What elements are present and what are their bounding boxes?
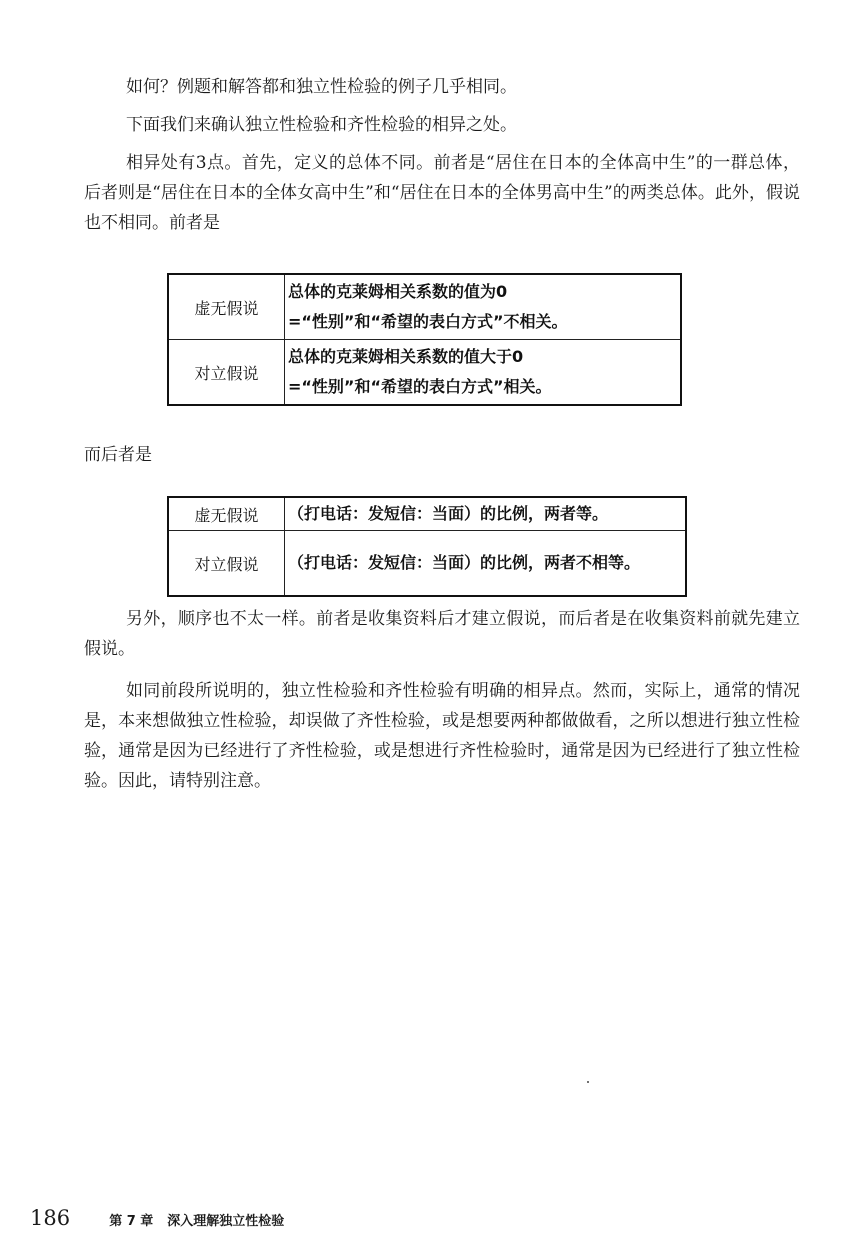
null-hypothesis-line-1: 总体的克莱姆相关系数的值为0 [288,282,508,301]
paragraph-1: 如何？例题和解答都和独立性检验的例子几乎相同。 [126,77,517,97]
null-hypothesis-label: 虚无假说 [168,274,285,340]
paragraph-6: 如同前段所说明的，独立性检验和齐性检验有明确的相异点。然而，实际上，通常的情况是，本来想做独立性检验，却误做了齐性检验，或是想要两种都做做看，之所以想进行独立性检验，通常是因为已经进行了齐性检验，或是想进行齐性检验时，通常是因为已经进行了独立性检验。因此，请特别注意。 [84,681,800,791]
alternative-hypothesis-label: 对立假说 [168,531,285,597]
table-row [168,340,681,406]
scan-speck [587,1081,589,1083]
chapter-label [109,1214,284,1229]
hypothesis-table-independence [167,273,682,406]
paragraph-3: 相异处有3点。首先，定义的总体不同。前者是“居住在日本的全体高中生”的一群总体，后者则是“居住在日本的全体女高中生”和“居住在日本的全体男高中生”的两类总体。此外，假说也不相同。前者是 [84,153,800,233]
page-footer [30,1206,284,1230]
paragraph-4: 而后者是 [84,445,152,465]
alternative-hypothesis-label: 对立假说 [168,340,285,406]
table-row [168,531,686,597]
page-number: 186 [30,1206,71,1230]
table-row [168,274,681,340]
paragraph-5: 另外，顺序也不太一样。前者是收集资料后才建立假说，而后者是在收集资料前就先建立假说。 [84,609,800,659]
hypothesis-table-homogeneity [167,496,687,597]
alternative-hypothesis-line-2: =“性别”和“希望的表白方式”相关。 [288,377,552,396]
null-hypothesis-content [285,274,682,340]
chapter-number: 第 7 章 [109,1214,154,1229]
null-hypothesis-content: （打电话：发短信：当面）的比例，两者等。 [285,497,687,531]
alternative-hypothesis-content [285,340,682,406]
null-hypothesis-line-2: =“性别”和“希望的表白方式”不相关。 [288,312,568,331]
paragraph-2: 下面我们来确认独立性检验和齐性检验的相异之处。 [126,115,517,135]
chapter-title: 深入理解独立性检验 [167,1214,285,1229]
alternative-hypothesis-content: （打电话：发短信：当面）的比例，两者不相等。 [285,531,687,597]
table-row [168,497,686,531]
alternative-hypothesis-line-1: 总体的克莱姆相关系数的值大于0 [288,347,524,366]
null-hypothesis-label: 虚无假说 [168,497,285,531]
